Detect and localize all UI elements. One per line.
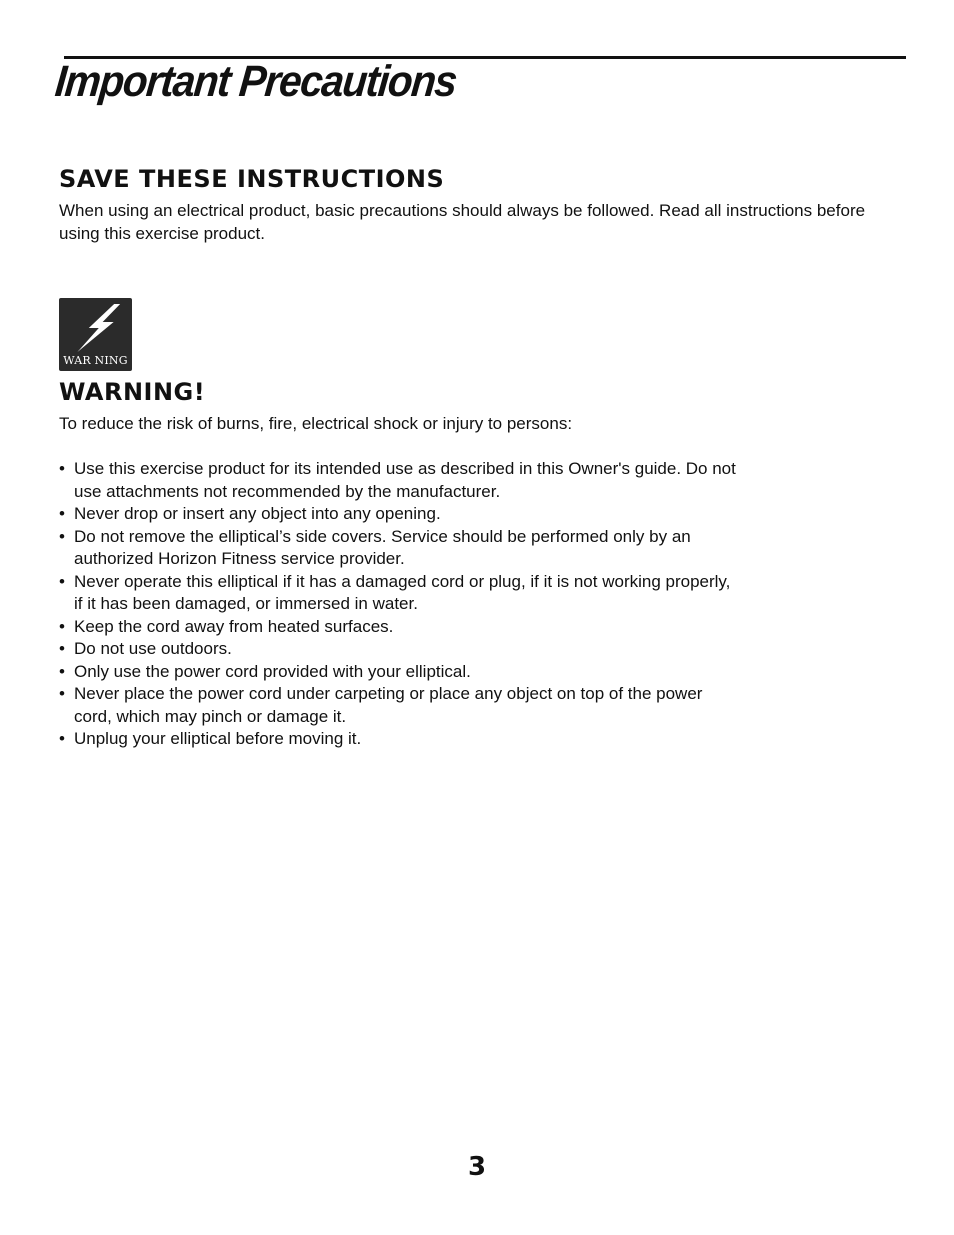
bullet: •: [59, 616, 65, 636]
page-title: Important Precautions: [52, 57, 459, 106]
list-item: [59, 571, 739, 616]
bullet: •: [59, 729, 65, 748]
list-item-text: Do not use outdoors.: [74, 639, 232, 658]
list-item-text: Never place the power cord under carpeting or place any object on top of the power cord, which may pinch or damage it.: [74, 684, 703, 726]
bullet: •: [59, 459, 65, 478]
bullet: •: [59, 504, 65, 523]
save-instructions-text: When using an electrical product, basic precautions should always be followed. Read all instructions before using this exercise product.: [59, 201, 866, 243]
bullet: •: [59, 661, 65, 681]
bullet: •: [59, 526, 65, 546]
warning-badge-label: WAR NING: [63, 354, 128, 367]
list-item-text: Do not remove the elliptical’s side covers. Service should be performed only by an authorized Horizon Fitness service provider.: [74, 526, 691, 568]
list-item-text: Never operate this elliptical if it has a damaged cord or plug, if it is not working properly, if it has been damaged, or immersed in water.: [74, 571, 731, 613]
warning-heading: WARNING!: [59, 378, 206, 406]
list-item-text: Never drop or insert any object into any opening.: [74, 504, 441, 523]
list-item-text: Unplug your elliptical before moving it.: [74, 729, 362, 748]
list-item-text: Keep the cord away from heated surfaces.: [74, 616, 394, 636]
page-number: 3: [467, 1152, 487, 1182]
bullet: •: [59, 571, 65, 591]
save-instructions-heading: SAVE THESE INSTRUCTIONS: [59, 165, 445, 193]
warning-intro-text: To reduce the risk of burns, fire, electrical shock or injury to persons:: [59, 414, 573, 433]
list-item: [59, 683, 739, 728]
lightning-bolt-icon: [59, 298, 132, 358]
list-item: [59, 638, 739, 661]
warning-badge: [59, 298, 132, 371]
precaution-list: [59, 458, 739, 751]
list-item: [59, 526, 739, 571]
list-item: [59, 728, 739, 751]
list-item: [59, 616, 739, 639]
list-item: [59, 503, 739, 526]
list-item: [59, 661, 739, 684]
list-item-text: Only use the power cord provided with your elliptical.: [74, 661, 471, 681]
list-item: [59, 458, 739, 503]
list-item-text: Use this exercise product for its intended use as described in this Owner's guide. Do not use attachments not recommended by the manufacturer.: [74, 459, 736, 501]
bullet: •: [59, 639, 65, 658]
bullet: •: [59, 684, 65, 703]
